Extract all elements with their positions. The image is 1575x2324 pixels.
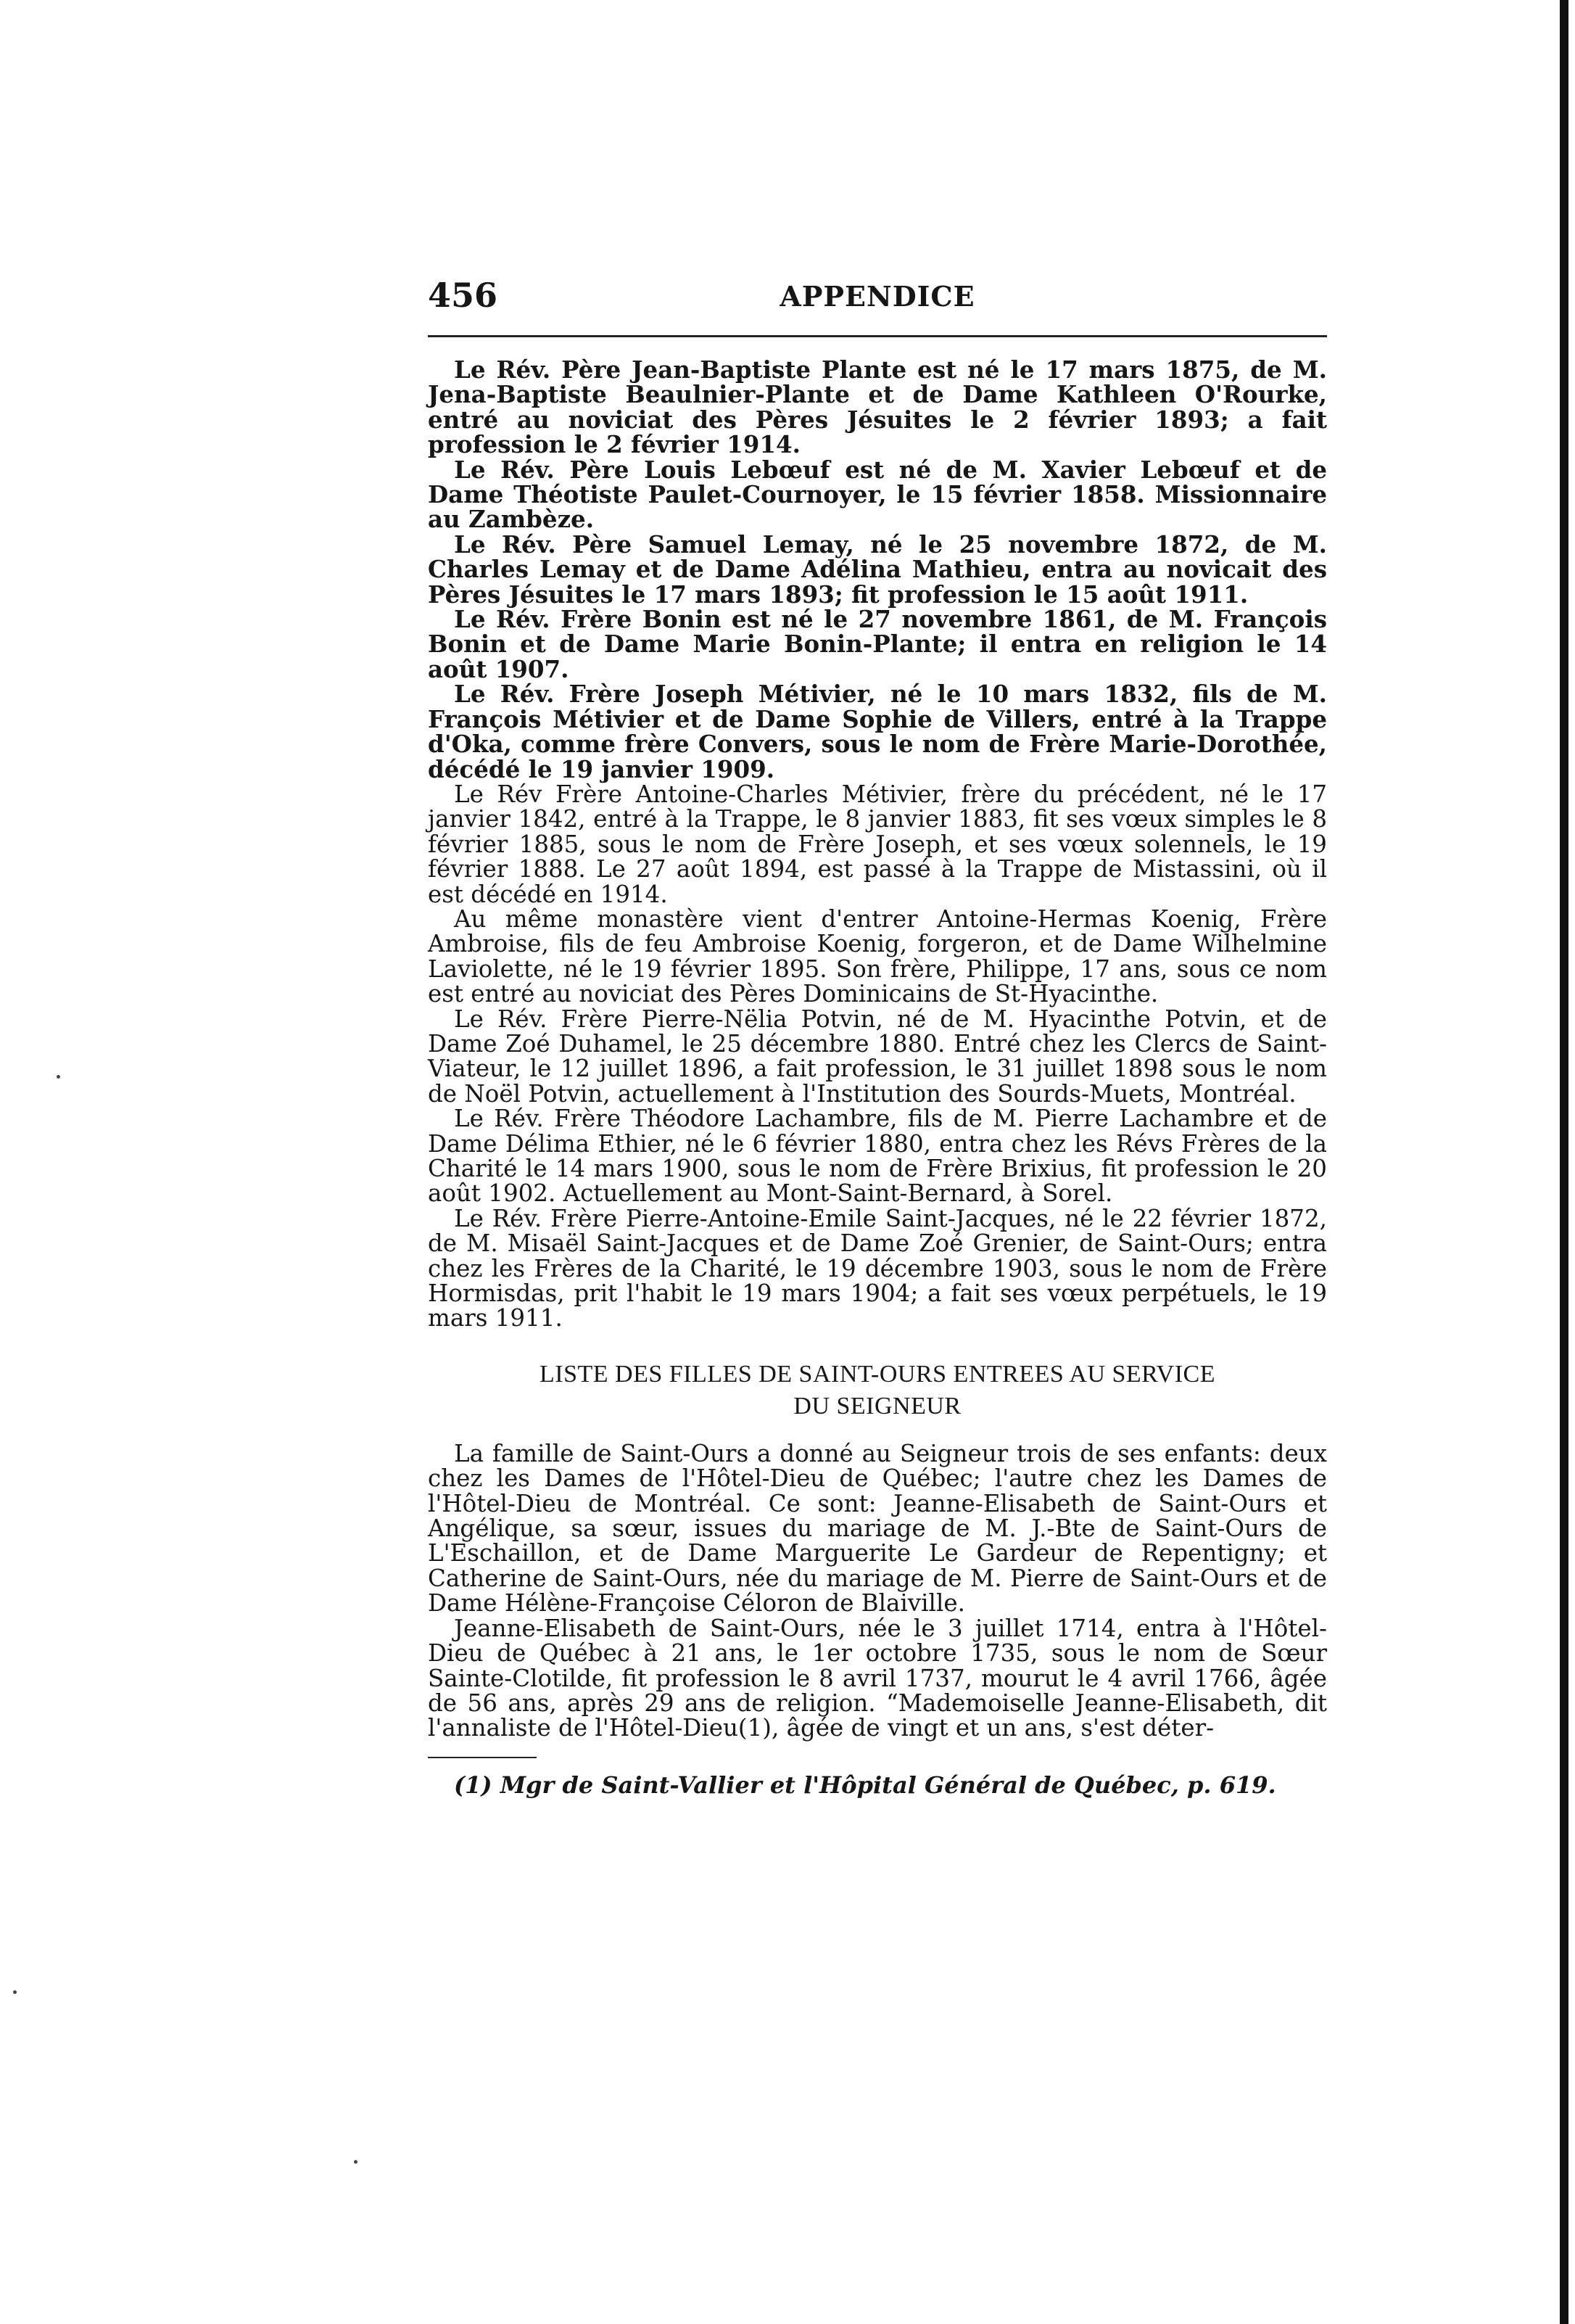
section-heading-line: LISTE DES FILLES DE SAINT-OURS ENTREES AU SERVICE — [540, 1360, 1215, 1388]
entry-paragraph: Le Rév Frère Antoine-Charles Métivier, frère du précédent, né le 17 janvier 1842, entré à la Trappe, le 8 janvier 1883, fit ses vœux simples le 8 février 1885, sous le nom de Frère Joseph, et ses vœux solennels, le 19 février 1888. Le 27 août 1894, est passé à la Trappe de Mistassini, où il est décédé en 1914. — [428, 780, 1327, 908]
running-head: APPENDICE — [780, 280, 975, 313]
entry-paragraph: Le Rév. Frère Bonin est né le 27 novembre 1861, de M. François Bonin et de Dame Marie Bonin-Plante; il entra en religion le 14 août 1907. — [428, 605, 1327, 683]
entry-paragraph: Le Rév. Frère Joseph Métivier, né le 10 mars 1832, fils de M. François Métivier et de Dame Sophie de Villers, entré à la Trappe d'Oka, comme frère Convers, sous le nom de Frère Marie-Dorothée, décédé le 19 janvier 1909. — [428, 680, 1327, 783]
section-paragraph: La famille de Saint-Ours a donné au Seigneur trois de ses enfants: deux chez les Dames de l'Hôtel-Dieu de Québec; l'autre chez les Dames de l'Hôtel-Dieu de Montréal. Ce sont: Jeanne-Elisabeth de Saint-Ours et Angélique, sa sœur, issues du mariage de M. J.-Bte de Saint-Ours de L'Eschaillon, et de Dame Marguerite Le Gardeur de Repentigny; et Catherine de Saint-Ours, née du mariage de M. Pierre de Saint-Ours et de Dame Hélène-Françoise Céloron de Blaiville. — [428, 1439, 1327, 1618]
page-header — [428, 276, 1327, 326]
page-number: 456 — [428, 276, 498, 315]
entry-paragraph: Le Rév. Père Louis Lebœuf est né de M. Xavier Lebœuf et de Dame Théotiste Paulet-Cournoyer, le 15 février 1858. Missionnaire au Zambèze. — [428, 455, 1327, 534]
book-page — [428, 276, 1327, 1799]
section-body — [428, 1441, 1327, 1741]
entries — [428, 782, 1327, 1331]
entry-paragraph: Le Rév. Frère Pierre-Antoine-Emile Saint-Jacques, né le 22 février 1872, de M. Misaël Saint-Jacques et de Dame Zoé Grenier, de Saint-Ours; entra chez les Frères de la Charité, le 19 décembre 1903, sous le nom de Frère Hormisdas, prit l'habit le 19 mars 1904; a fait ses vœux perpétuels, le 19 mars 1911. — [428, 1204, 1327, 1332]
scan-speck — [354, 2160, 357, 2164]
entry-paragraph: Le Rév. Père Samuel Lemay, né le 25 novembre 1872, de M. Charles Lemay et de Dame Adélina Mathieu, entra au novicait des Pères Jésuites le 17 mars 1893; fit profession le 15 août 1911. — [428, 530, 1327, 609]
section-paragraph: Jeanne-Elisabeth de Saint-Ours, née le 3 juillet 1714, entra à l'Hôtel-Dieu de Québec à 21 ans, le 1er octobre 1735, sous le nom de Sœur Sainte-Clotilde, fit profession le 8 avril 1737, mourut le 4 avril 1766, âgée de 56 ans, après 29 ans de religion. “Mademoiselle Jeanne-Elisabeth, dit l'annaliste de l'Hôtel-Dieu(1), âgée de vingt et un ans, s'est déter- — [428, 1614, 1327, 1742]
entry-paragraph: Le Rév. Frère Pierre-Nëlia Potvin, né de M. Hyacinthe Potvin, et de Dame Zoé Duhamel, le 25 décembre 1880. Entré chez les Clercs de Saint-Viateur, le 12 juillet 1896, a fait profession, le 31 juillet 1898 sous le nom de Noël Potvin, actuellement à l'Institution des Sourds-Muets, Montréal. — [428, 1005, 1327, 1108]
entry-paragraph: Au même monastère vient d'entrer Antoine-Hermas Koenig, Frère Ambroise, fils de feu Ambroise Koenig, forgeron, et de Dame Wilhelmine Laviolette, né le 19 février 1895. Son frère, Philippe, 17 ans, sous ce nom est entré au noviciat des Pères Dominicains de St-Hyacinthe. — [428, 905, 1327, 1008]
scan-speck — [57, 1075, 60, 1079]
footnote: (1) Mgr de Saint-Vallier et l'Hôpital Général de Québec, p. 619. — [454, 1771, 1276, 1799]
scan-speck — [13, 1990, 17, 1994]
footnote-rule — [428, 1757, 537, 1758]
scan-edge-bar — [1560, 0, 1568, 2324]
section-heading — [428, 1359, 1327, 1422]
section-heading-line: DU SEIGNEUR — [793, 1392, 962, 1419]
entry-paragraph: Le Rév. Frère Théodore Lachambre, fils de M. Pierre Lachambre et de Dame Délima Ethier, né le 6 février 1880, entra chez les Révs Frères de la Charité le 14 mars 1900, sous le nom de Frère Brixius, fit profession le 20 août 1902. Actuellement au Mont-Saint-Bernard, à Sorel. — [428, 1105, 1327, 1208]
header-rule — [428, 335, 1327, 337]
entry-paragraph: Le Rév. Père Jean-Baptiste Plante est né le 17 mars 1875, de M. Jena-Baptiste Beaulnier-Plante et de Dame Kathleen O'Rourke, entré au noviciat des Pères Jésuites le 2 février 1893; a fait profession le 2 février 1914. — [428, 355, 1327, 459]
bold-entries — [428, 355, 1327, 783]
